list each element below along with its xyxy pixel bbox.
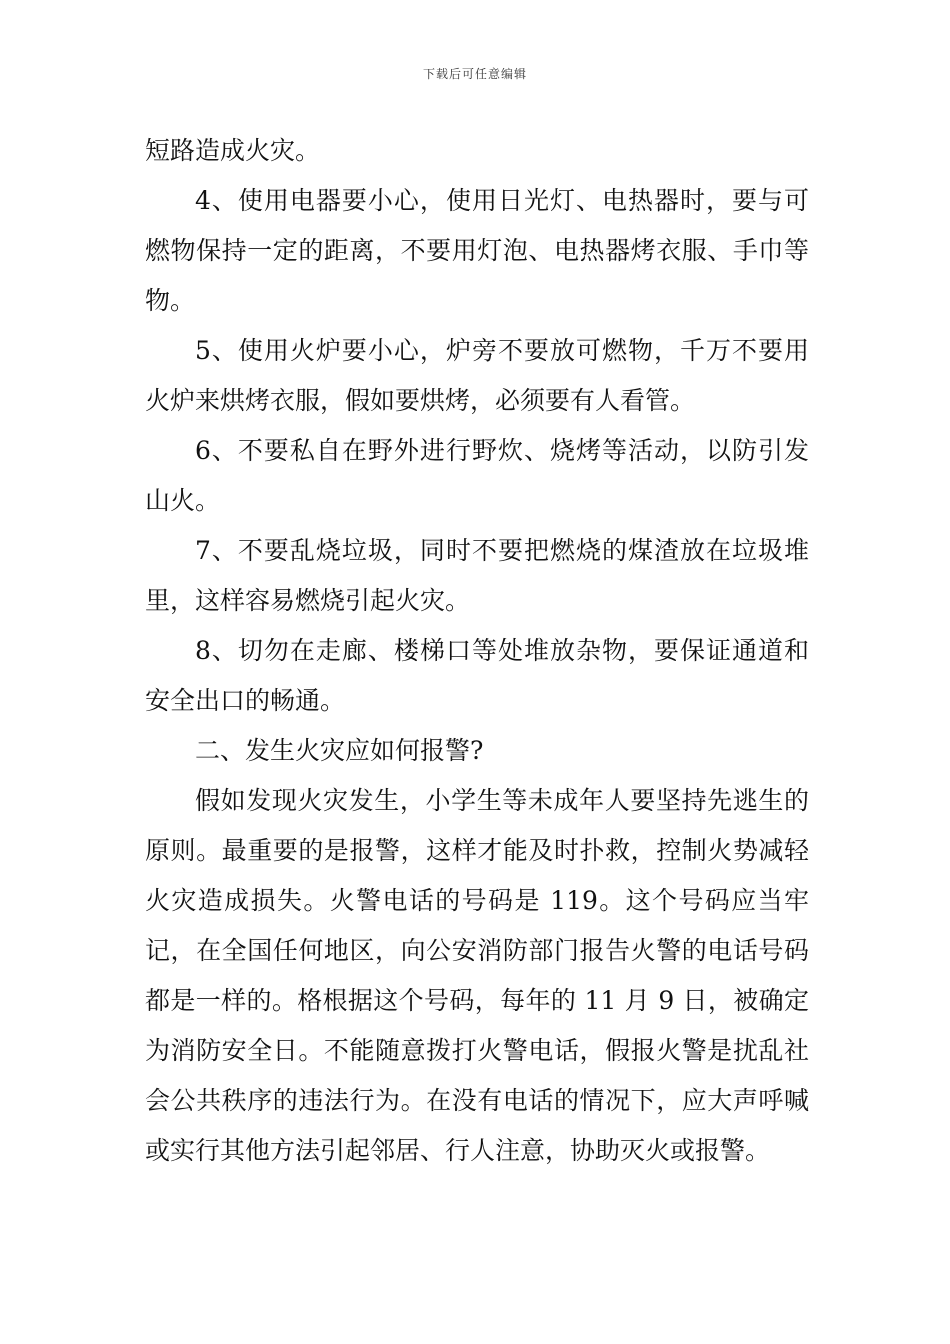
paragraph-1: 短路造成火灾。: [145, 136, 321, 165]
header-note: 下载后可任意编辑: [422, 67, 527, 81]
paragraph-3: 5、使用火炉要小心，炉旁不要放可燃物，千万不要用火炉来烘烤衣服，假如要烘烤，必须要有人看管。: [145, 336, 809, 415]
section-heading: 二、发生火灾应如何报警?: [195, 736, 484, 765]
paragraph-7: 假如发现火灾发生，小学生等未成年人要坚持先逃生的原则。最重要的是报警，这样才能及时扑救，控制火势减轻火灾造成损失。火警电话的号码是 119。这个号码应当牢记，在全国任何地区，向公安消防部门报告火警的电话号码都是一样的。格根据这个号码，每年的 11 月 9 日，被确定为消防安全日。不能随意拨打火警电话，假报火警是扰乱社会公共秩序的违法行为。在没有电话的情况下，应大声呼喊或实行其他方法引起邻居、行人注意，协助灭火或报警。: [145, 786, 809, 1165]
paragraph-6: 8、切勿在走廊、楼梯口等处堆放杂物，要保证通道和安全出口的畅通。: [145, 636, 809, 715]
paragraph-5: 7、不要乱烧垃圾，同时不要把燃烧的煤渣放在垃圾堆里，这样容易燃烧引起火灾。: [145, 536, 809, 615]
paragraph-4: 6、不要私自在野外进行野炊、烧烤等活动，以防引发山火。: [145, 436, 809, 515]
document-body: [145, 126, 809, 1176]
paragraph-2: 4、使用电器要小心，使用日光灯、电热器时，要与可燃物保持一定的距离，不要用灯泡、电热器烤衣服、手巾等物。: [145, 186, 809, 315]
